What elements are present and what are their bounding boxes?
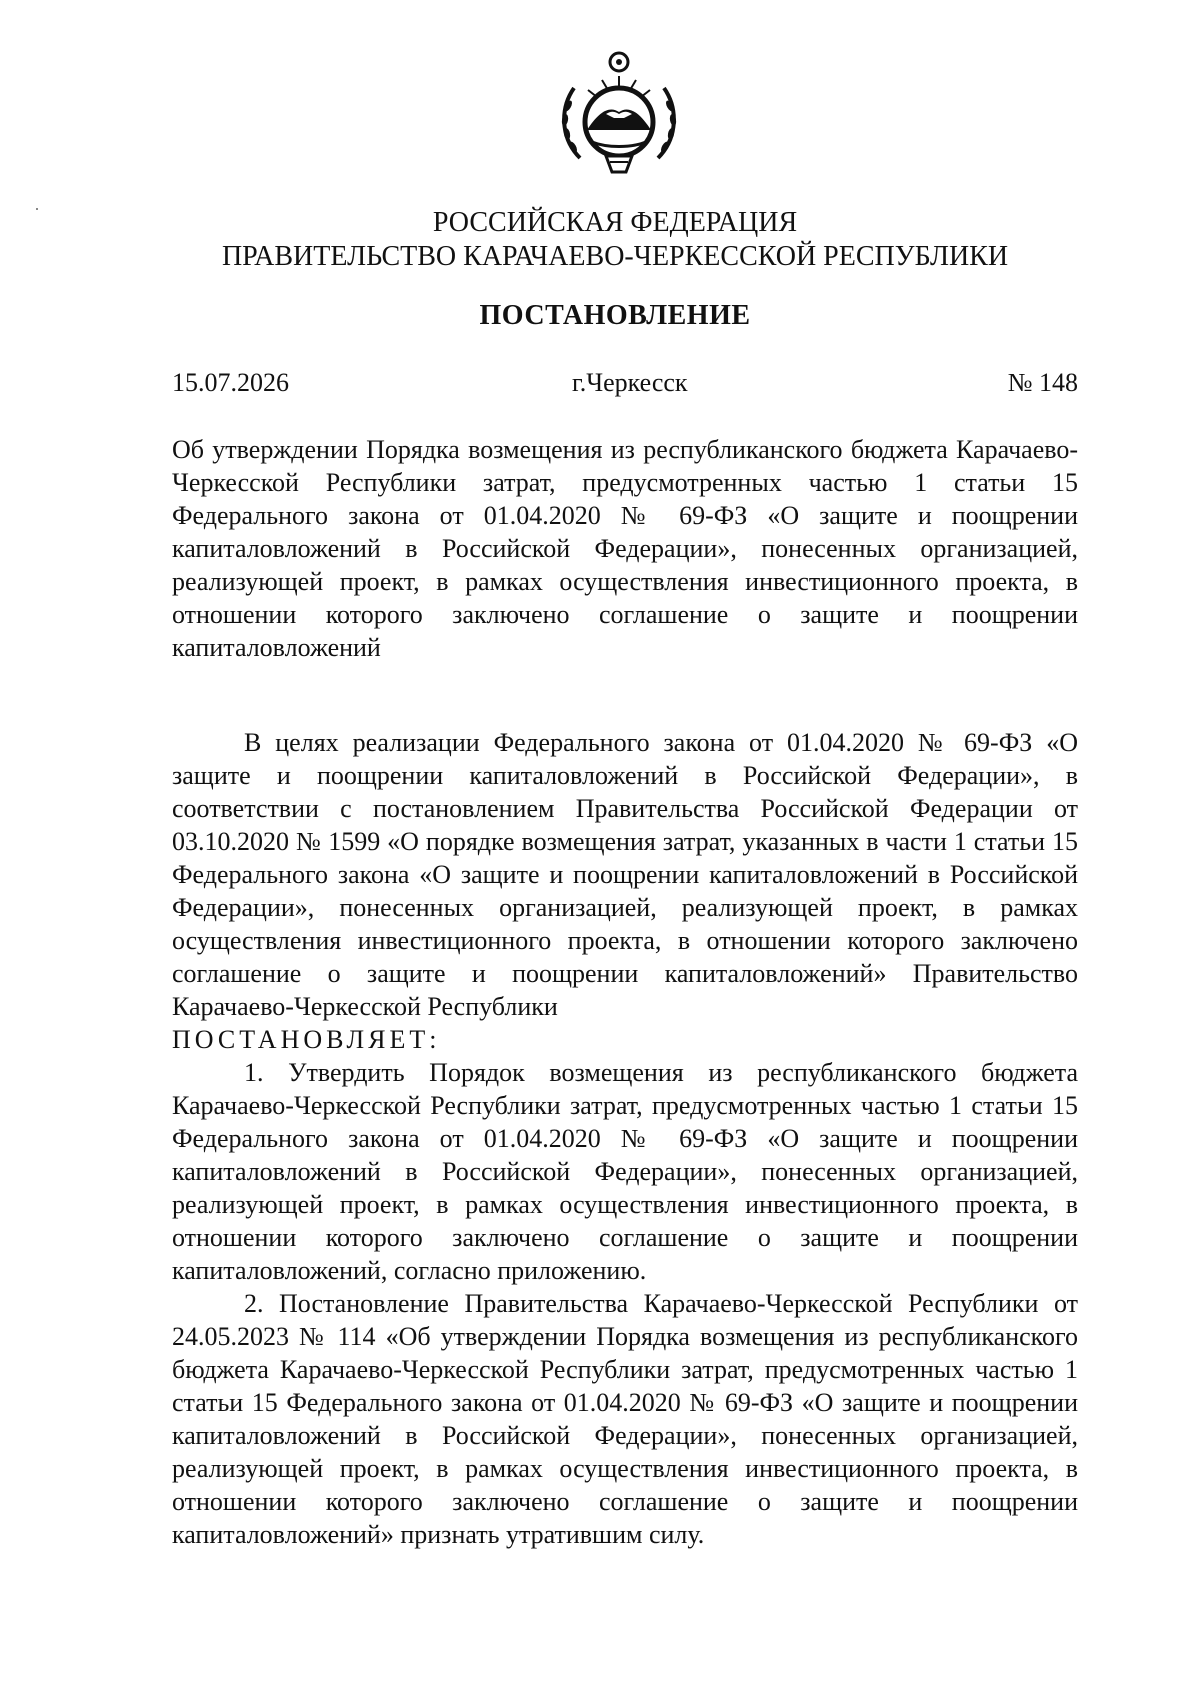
scan-artifact [36, 208, 38, 210]
document-city: г.Черкесск [572, 368, 688, 397]
document-number: № 148 [1007, 368, 1078, 397]
dateline [172, 368, 1078, 402]
document-date: 15.07.2026 [172, 368, 289, 397]
document-title: ПОСТАНОВЛЕНИЕ [479, 300, 751, 331]
document-body [172, 726, 1078, 1551]
item-2-paragraph: 2. Постановление Правительства Карачаево-Черкесской Республики от 24.05.2023 № 114 «Об утверждении Порядка возмещения из республиканского бюджета Карачаево-Черкесской Республики затрат, предусмотренных частью 1 статьи 15 Федерального закона от 01.04.2020 № 69-ФЗ «О защите и поощрении капиталовложений в Российской Федерации», понесенных организацией, реализующей проект, в рамках осуществления инвестиционного проекта, в отношении которого заключено соглашение о защите и поощрении капиталовложений» признать утратившим силу. [172, 1289, 1078, 1549]
header-authority: ПРАВИТЕЛЬСТВО КАРАЧАЕВО-ЧЕРКЕССКОЙ РЕСПУБЛИКИ [221, 241, 1009, 272]
header-country: РОССИЙСКАЯ ФЕДЕРАЦИЯ [432, 207, 798, 238]
decree-word: ПОСТАНОВЛЯЕТ: [172, 1025, 441, 1054]
item-1-paragraph: 1. Утвердить Порядок возмещения из республиканского бюджета Карачаево-Черкесской Республики затрат, предусмотренных частью 1 статьи 15 Федерального закона от 01.04.2020 № 69-ФЗ «О защите и поощрении капиталовложений в Российской Федерации», понесенных организацией, реализующей проект, в рамках осуществления инвестиционного проекта, в отношении которого заключено соглашение о защите и поощрении капиталовложений, согласно приложению. [172, 1058, 1078, 1285]
document-subject: Об утверждении Порядка возмещения из республиканского бюджета Карачаево-Черкесской Республики затрат, предусмотренных частью 1 статьи 15 Федерального закона от 01.04.2020 № 69-ФЗ «О защите и поощрении капиталовложений в Российской Федерации», понесенных организацией, реализующей проект, в рамках осуществления инвестиционного проекта, в отношении которого заключено соглашение о защите и поощрении капиталовложений [172, 435, 1078, 662]
preamble-paragraph: В целях реализации Федерального закона от 01.04.2020 № 69-ФЗ «О защите и поощрении капиталовложений в Российской Федерации», в соответствии с постановлением Правительства Российской Федерации от 03.10.2020 № 1599 «О порядке возмещения затрат, указанных в части 1 статьи 15 Федерального закона «О защите и поощрении капиталовложений в Российской Федерации», понесенных организацией, реализующей проект, в рамках осуществления инвестиционного проекта, в отношении которого заключено соглашение о защите и поощрении капиталовложений» Правительство Карачаево-Черкесской Республики [172, 728, 1078, 1021]
document-header [150, 206, 1080, 274]
karachay-cherkessia-coat-of-arms-icon [552, 48, 686, 182]
